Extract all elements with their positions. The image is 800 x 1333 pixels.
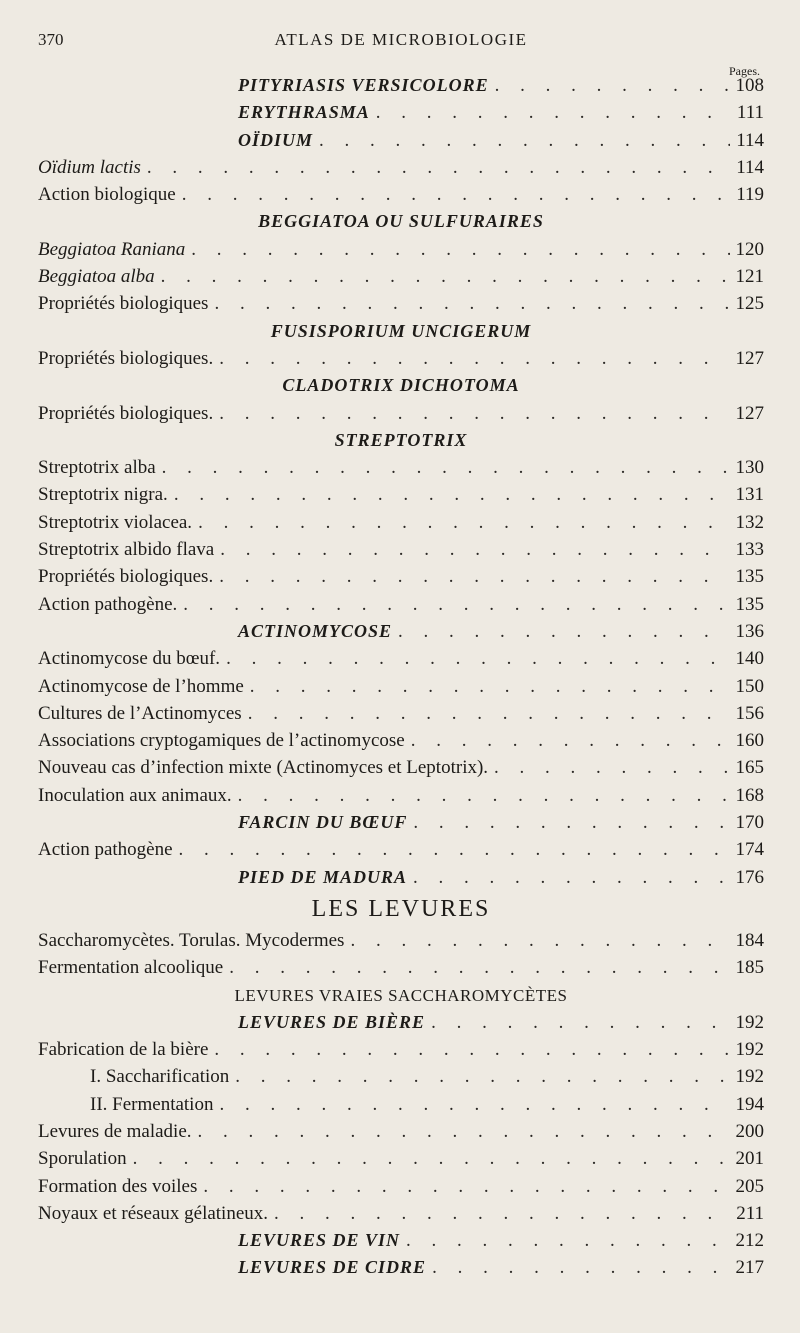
toc-genus-entry	[38, 618, 764, 645]
dot-leader	[198, 1118, 730, 1145]
toc-entry-label: Propriétés biologiques.	[38, 347, 214, 369]
toc-entry-label: Action pathogène	[38, 839, 173, 861]
dot-leader	[220, 536, 729, 563]
dot-leader	[432, 1254, 729, 1281]
toc-genus-entry	[38, 1254, 764, 1281]
toc-subsection-title: LEVURES VRAIES SACCHAROMYCÈTES	[234, 985, 568, 1005]
toc-page-number: 194	[735, 1093, 764, 1115]
toc-page-number: 176	[735, 866, 764, 888]
toc-page-number: 185	[735, 957, 764, 979]
toc-page-number: 168	[735, 784, 764, 806]
toc-entry-label: Streptotrix violacea.	[38, 511, 193, 533]
dot-leader	[413, 864, 729, 891]
toc-entry	[38, 1173, 764, 1200]
toc-entry-label: Inoculation aux animaux.	[38, 784, 232, 806]
toc-page-number: 111	[736, 102, 764, 124]
toc-page-number: 170	[735, 812, 764, 834]
toc-entry-label: FARCIN DU BŒUF	[238, 812, 408, 833]
toc-entry-label: Beggiatoa alba	[38, 266, 155, 288]
toc-page-number: 192	[735, 1039, 764, 1061]
dot-leader	[174, 481, 730, 508]
toc-entry-label: Propriétés biologiques.	[38, 402, 214, 424]
dot-leader	[350, 927, 729, 954]
toc-entry-label: Streptotrix nigra.	[38, 484, 168, 506]
toc-page-number: 184	[735, 929, 764, 951]
dot-leader	[203, 1173, 729, 1200]
toc-entry-label: PIED DE MADURA	[238, 866, 408, 887]
toc-page-number: 130	[735, 457, 764, 479]
dot-leader	[376, 99, 731, 126]
toc-entry	[38, 454, 764, 481]
dot-leader	[226, 645, 729, 672]
toc-entry-label: LEVURES DE VIN	[238, 1230, 401, 1251]
toc-page-number: 131	[735, 484, 764, 506]
toc-page-number: 192	[735, 1066, 764, 1088]
dot-leader	[214, 1036, 729, 1063]
toc-entry-label: ERYTHRASMA	[238, 102, 370, 123]
toc-page-number: 120	[735, 238, 764, 260]
toc-entry	[38, 1145, 764, 1172]
toc-entry-label: Oïdium lactis	[38, 156, 141, 178]
toc-entry	[38, 263, 764, 290]
toc-section-heading: STREPTOTRIX	[334, 429, 468, 450]
toc-entry-label: Fermentation alcoolique	[38, 957, 224, 979]
toc-entry	[38, 509, 764, 536]
toc-genus-entry	[38, 127, 764, 154]
toc-entry-label: Action biologique	[38, 184, 176, 206]
toc-page-number: 135	[735, 593, 764, 615]
toc-genus-entry	[38, 99, 764, 126]
toc-entry-label: LEVURES DE CIDRE	[238, 1257, 427, 1278]
dot-leader	[398, 618, 729, 645]
toc-entry	[38, 591, 764, 618]
toc-page-number: 127	[735, 347, 764, 369]
toc-page-number: 114	[736, 156, 764, 178]
dot-leader	[413, 809, 729, 836]
toc-page-number: 217	[735, 1257, 764, 1279]
dot-leader	[274, 1200, 730, 1227]
toc-genus-entry	[38, 1227, 764, 1254]
toc-genus-entry	[38, 864, 764, 891]
dot-leader	[319, 127, 730, 154]
toc-entry	[38, 536, 764, 563]
toc-page-number: 201	[735, 1148, 764, 1170]
toc-entry-label: PITYRIASIS VERSICOLORE	[238, 75, 489, 95]
dot-leader	[238, 782, 730, 809]
toc-entry	[38, 481, 764, 508]
toc-entry	[38, 927, 764, 954]
toc-entry-label: Cultures de l’Actinomyces	[38, 702, 242, 724]
toc-entry-label: Propriétés biologiques	[38, 293, 209, 315]
dot-leader	[133, 1145, 730, 1172]
toc-genus-entry	[38, 72, 764, 99]
toc-entry	[38, 954, 764, 981]
toc-page-number: 125	[735, 293, 764, 315]
dot-leader	[229, 954, 729, 981]
toc-entry-label: Fabrication de la bière	[38, 1039, 209, 1061]
toc-entry	[38, 727, 764, 754]
dot-leader	[248, 700, 730, 727]
toc-entry-label: Sporulation	[38, 1148, 127, 1170]
toc-entry	[38, 782, 764, 809]
toc-entry	[38, 1200, 764, 1227]
toc-entry-label: LEVURES DE BIÈRE	[238, 1011, 426, 1032]
toc-entry	[38, 1036, 764, 1063]
toc-page-number: 205	[735, 1175, 764, 1197]
toc-entry-label: Action pathogène.	[38, 593, 178, 615]
toc-page-number: 114	[736, 129, 764, 151]
toc-part-title: LES LEVURES	[311, 895, 491, 922]
toc-section-heading: BEGGIATOA OU SULFURAIRES	[258, 211, 544, 232]
dot-leader	[147, 154, 730, 181]
toc-entry-label: Actinomycose du bœuf.	[38, 648, 221, 670]
toc-page-number: 150	[735, 675, 764, 697]
toc-entry-label: Streptotrix albido flava	[38, 539, 215, 561]
toc-entry	[38, 345, 764, 372]
toc-entry-label: Levures de maladie.	[38, 1120, 192, 1142]
toc-page-number: 156	[735, 702, 764, 724]
toc-entry-label: Actinomycose de l’homme	[38, 675, 244, 697]
toc-entry	[38, 1063, 764, 1090]
toc-entry	[38, 1091, 764, 1118]
toc-page-number: 133	[735, 539, 764, 561]
toc-entry-label: Beggiatoa Raniana	[38, 238, 186, 260]
toc-entry	[38, 1118, 764, 1145]
toc-genus-entry	[38, 809, 764, 836]
running-title: ATLAS DE MICROBIOLOGIE	[274, 30, 528, 49]
toc-page-number: 108	[735, 75, 764, 96]
dot-leader	[219, 1091, 729, 1118]
toc-entry	[38, 154, 764, 181]
dot-leader	[219, 400, 729, 427]
toc-page-number: 135	[735, 566, 764, 588]
toc-page-number: 212	[735, 1230, 764, 1252]
page-header	[38, 30, 764, 54]
toc-page-number: 132	[735, 511, 764, 533]
pages-column-label: Pages.	[729, 64, 760, 78]
toc-entry-label: II. Fermentation	[90, 1093, 214, 1115]
toc-entry	[38, 236, 764, 263]
dot-leader	[219, 345, 729, 372]
dot-leader	[214, 290, 729, 317]
toc-entry-label: OÏDIUM	[238, 129, 314, 150]
toc-page-number: 174	[735, 839, 764, 861]
toc-page-number: 121	[735, 266, 764, 288]
dot-leader	[162, 454, 730, 481]
toc-page-number: 136	[735, 620, 764, 642]
dot-leader	[235, 1063, 729, 1090]
toc-page-number: 127	[735, 402, 764, 424]
toc-page-number: 200	[735, 1120, 764, 1142]
dot-leader	[495, 72, 730, 99]
toc-page-number: 165	[735, 757, 764, 779]
toc-entry	[38, 563, 764, 590]
toc-page-number: 160	[735, 730, 764, 752]
toc-entry	[38, 181, 764, 208]
dot-leader	[179, 836, 730, 863]
toc-entry	[38, 836, 764, 863]
dot-leader	[191, 236, 729, 263]
page-number: 370	[38, 30, 64, 49]
dot-leader	[198, 509, 729, 536]
dot-leader	[219, 563, 729, 590]
toc-entry-label: Formation des voiles	[38, 1175, 198, 1197]
dot-leader	[183, 591, 729, 618]
toc-entry-label: Saccharomycètes. Torulas. Mycodermes	[38, 929, 345, 951]
toc-genus-entry	[38, 1009, 764, 1036]
toc-entry	[38, 290, 764, 317]
toc-section-heading: FUSISPORIUM UNCIGERUM	[270, 320, 532, 341]
dot-leader	[161, 263, 730, 290]
toc-entry-label: Nouveau cas d’infection mixte (Actinomyces et Leptotrix).	[38, 757, 489, 779]
toc-entry-label: ACTINOMYCOSE	[238, 620, 393, 641]
toc-page-number: 192	[735, 1011, 764, 1033]
toc-page-number: 119	[736, 184, 764, 206]
toc-entry	[38, 754, 764, 781]
dot-leader	[431, 1009, 729, 1036]
toc-entry	[38, 673, 764, 700]
toc-page-number: 211	[736, 1202, 764, 1224]
toc-section-heading: CLADOTRIX DICHOTOMA	[282, 375, 520, 396]
toc-entry-label: Associations cryptogamiques de l’actinomycose	[38, 730, 405, 752]
toc-entry-label: Propriétés biologiques.	[38, 566, 214, 588]
dot-leader	[182, 181, 730, 208]
toc-entry	[38, 400, 764, 427]
table-of-contents	[38, 72, 764, 1282]
toc-entry	[38, 700, 764, 727]
dot-leader	[406, 1227, 729, 1254]
toc-entry-label: Streptotrix alba	[38, 457, 156, 479]
toc-entry-label: Noyaux et réseaux gélatineux.	[38, 1202, 269, 1224]
dot-leader	[494, 754, 729, 781]
dot-leader	[411, 727, 730, 754]
toc-entry-label: I. Saccharification	[90, 1066, 230, 1088]
toc-page-number: 140	[735, 648, 764, 670]
dot-leader	[250, 673, 730, 700]
toc-entry	[38, 645, 764, 672]
